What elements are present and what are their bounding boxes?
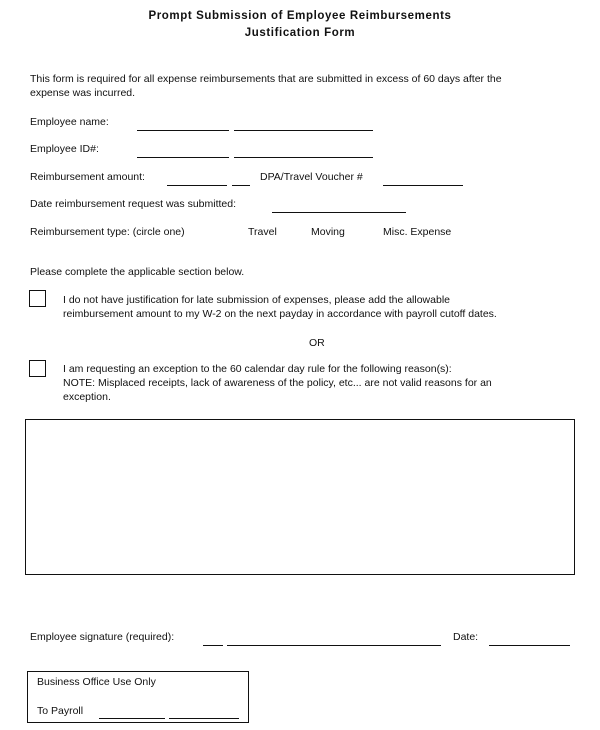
type-option-moving[interactable]: Moving: [311, 226, 345, 238]
exception-reasons-textbox[interactable]: [25, 419, 575, 575]
option2-text-line2: NOTE: Misplaced receipts, lack of awareness of the policy, etc... are not valid reasons for an: [63, 377, 492, 389]
or-divider-text: OR: [309, 337, 325, 349]
no-justification-checkbox[interactable]: [29, 290, 46, 307]
option2-text-line1: I am requesting an exception to the 60 calendar day rule for the following reason(s):: [63, 363, 452, 375]
signature-date-field[interactable]: [489, 633, 570, 651]
to-payroll-label: To Payroll: [37, 705, 84, 717]
option2-text-line3: exception.: [63, 391, 111, 403]
form-title-line1: Prompt Submission of Employee Reimbursements: [148, 10, 452, 22]
employee-signature-label: Employee signature (required):: [30, 631, 175, 643]
option1-text-line2: reimbursement amount to my W-2 on the next payday in accordance with payroll cutoff dates.: [63, 308, 497, 320]
reimbursement-type-label: Reimbursement type: (circle one): [30, 226, 185, 238]
employee-id-label: Employee ID#:: [30, 143, 99, 155]
reimbursement-amount-label: Reimbursement amount:: [30, 171, 145, 183]
employee-id-field[interactable]: [137, 145, 373, 163]
option1-text-line1: I do not have justification for late submission of expenses, please add the allowable: [63, 294, 450, 306]
business-office-heading: Business Office Use Only: [37, 676, 156, 688]
to-payroll-field[interactable]: [99, 706, 239, 724]
employee-name-label: Employee name:: [30, 116, 109, 128]
type-option-misc-expense[interactable]: Misc. Expense: [383, 226, 452, 238]
voucher-label: DPA/Travel Voucher #: [260, 171, 363, 183]
date-submitted-label: Date reimbursement request was submitted:: [30, 198, 237, 210]
form-title-line2: Justification Form: [244, 27, 356, 39]
date-submitted-field[interactable]: [272, 200, 406, 218]
signature-date-label: Date:: [453, 631, 479, 643]
reimbursement-amount-field[interactable]: [167, 173, 250, 191]
exception-request-checkbox[interactable]: [29, 360, 46, 377]
intro-text-line1: This form is required for all expense reimbursements that are submitted in excess of 60 days after the: [30, 73, 502, 85]
voucher-field[interactable]: [383, 173, 463, 191]
section-instruction: Please complete the applicable section below.: [30, 266, 245, 278]
employee-signature-field[interactable]: [203, 633, 441, 651]
type-option-travel[interactable]: Travel: [248, 226, 277, 238]
employee-name-field[interactable]: [137, 118, 373, 136]
intro-text-line2: expense was incurred.: [30, 87, 136, 99]
